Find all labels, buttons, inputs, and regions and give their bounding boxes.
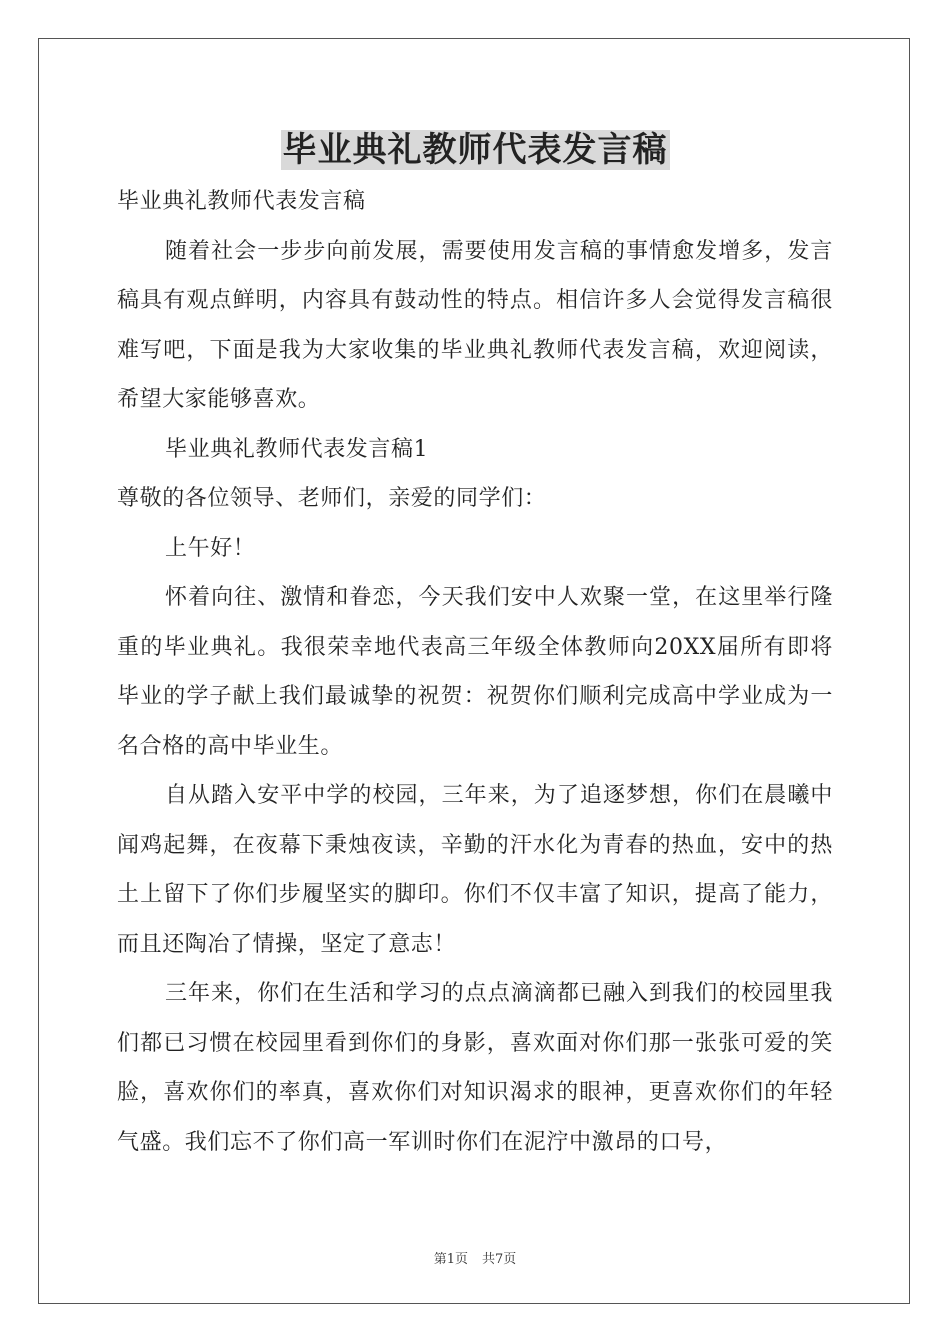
paragraph: 尊敬的各位领导、老师们，亲爱的同学们： bbox=[117, 486, 547, 511]
paragraph: 上午好！ bbox=[165, 535, 256, 561]
page-footer bbox=[0, 1248, 950, 1267]
document-title bbox=[0, 128, 950, 172]
paragraph: 怀着向往、激情和眷恋，今天我们安中人欢聚一堂，在这里举行隆重的毕业典礼。我很荣幸地代表高三年级全体教师向20XX届所有即将毕业的学子献上我们最诚挚的祝贺：祝贺你们顺利完成高中学业成为一名合格的高中毕业生。 bbox=[117, 585, 833, 759]
document-title-text: 毕业典礼教师代表发言稿 bbox=[282, 130, 668, 170]
document-body bbox=[117, 177, 833, 1167]
page-total: 共7页 bbox=[482, 1252, 517, 1267]
paragraph: 毕业典礼教师代表发言稿1 bbox=[165, 436, 429, 462]
paragraph: 自从踏入安平中学的校园，三年来，为了追逐梦想，你们在晨曦中闻鸡起舞，在夜幕下秉烛夜读，辛勤的汗水化为青春的热血，安中的热土上留下了你们步履坚实的脚印。你们不仅丰富了知识，提高了能力，而且还陶冶了情操，坚定了意志！ bbox=[117, 783, 833, 957]
paragraph: 随着社会一步步向前发展，需要使用发言稿的事情愈发增多，发言稿具有观点鲜明，内容具有鼓动性的特点。相信许多人会觉得发言稿很难写吧，下面是我为大家收集的毕业典礼教师代表发言稿，欢迎阅读，希望大家能够喜欢。 bbox=[117, 238, 833, 412]
page-number: 第1页 bbox=[433, 1252, 468, 1267]
paragraph: 毕业典礼教师代表发言稿 bbox=[117, 189, 366, 214]
paragraph: 三年来，你们在生活和学习的点点滴滴都已融入到我们的校园里我们都已习惯在校园里看到你们的身影，喜欢面对你们那一张张可爱的笑脸，喜欢你们的率真，喜欢你们对知识渴求的眼神，更喜欢你们的年轻气盛。我们忘不了你们高一军训时你们在泥泞中激昂的口号， bbox=[117, 981, 833, 1155]
